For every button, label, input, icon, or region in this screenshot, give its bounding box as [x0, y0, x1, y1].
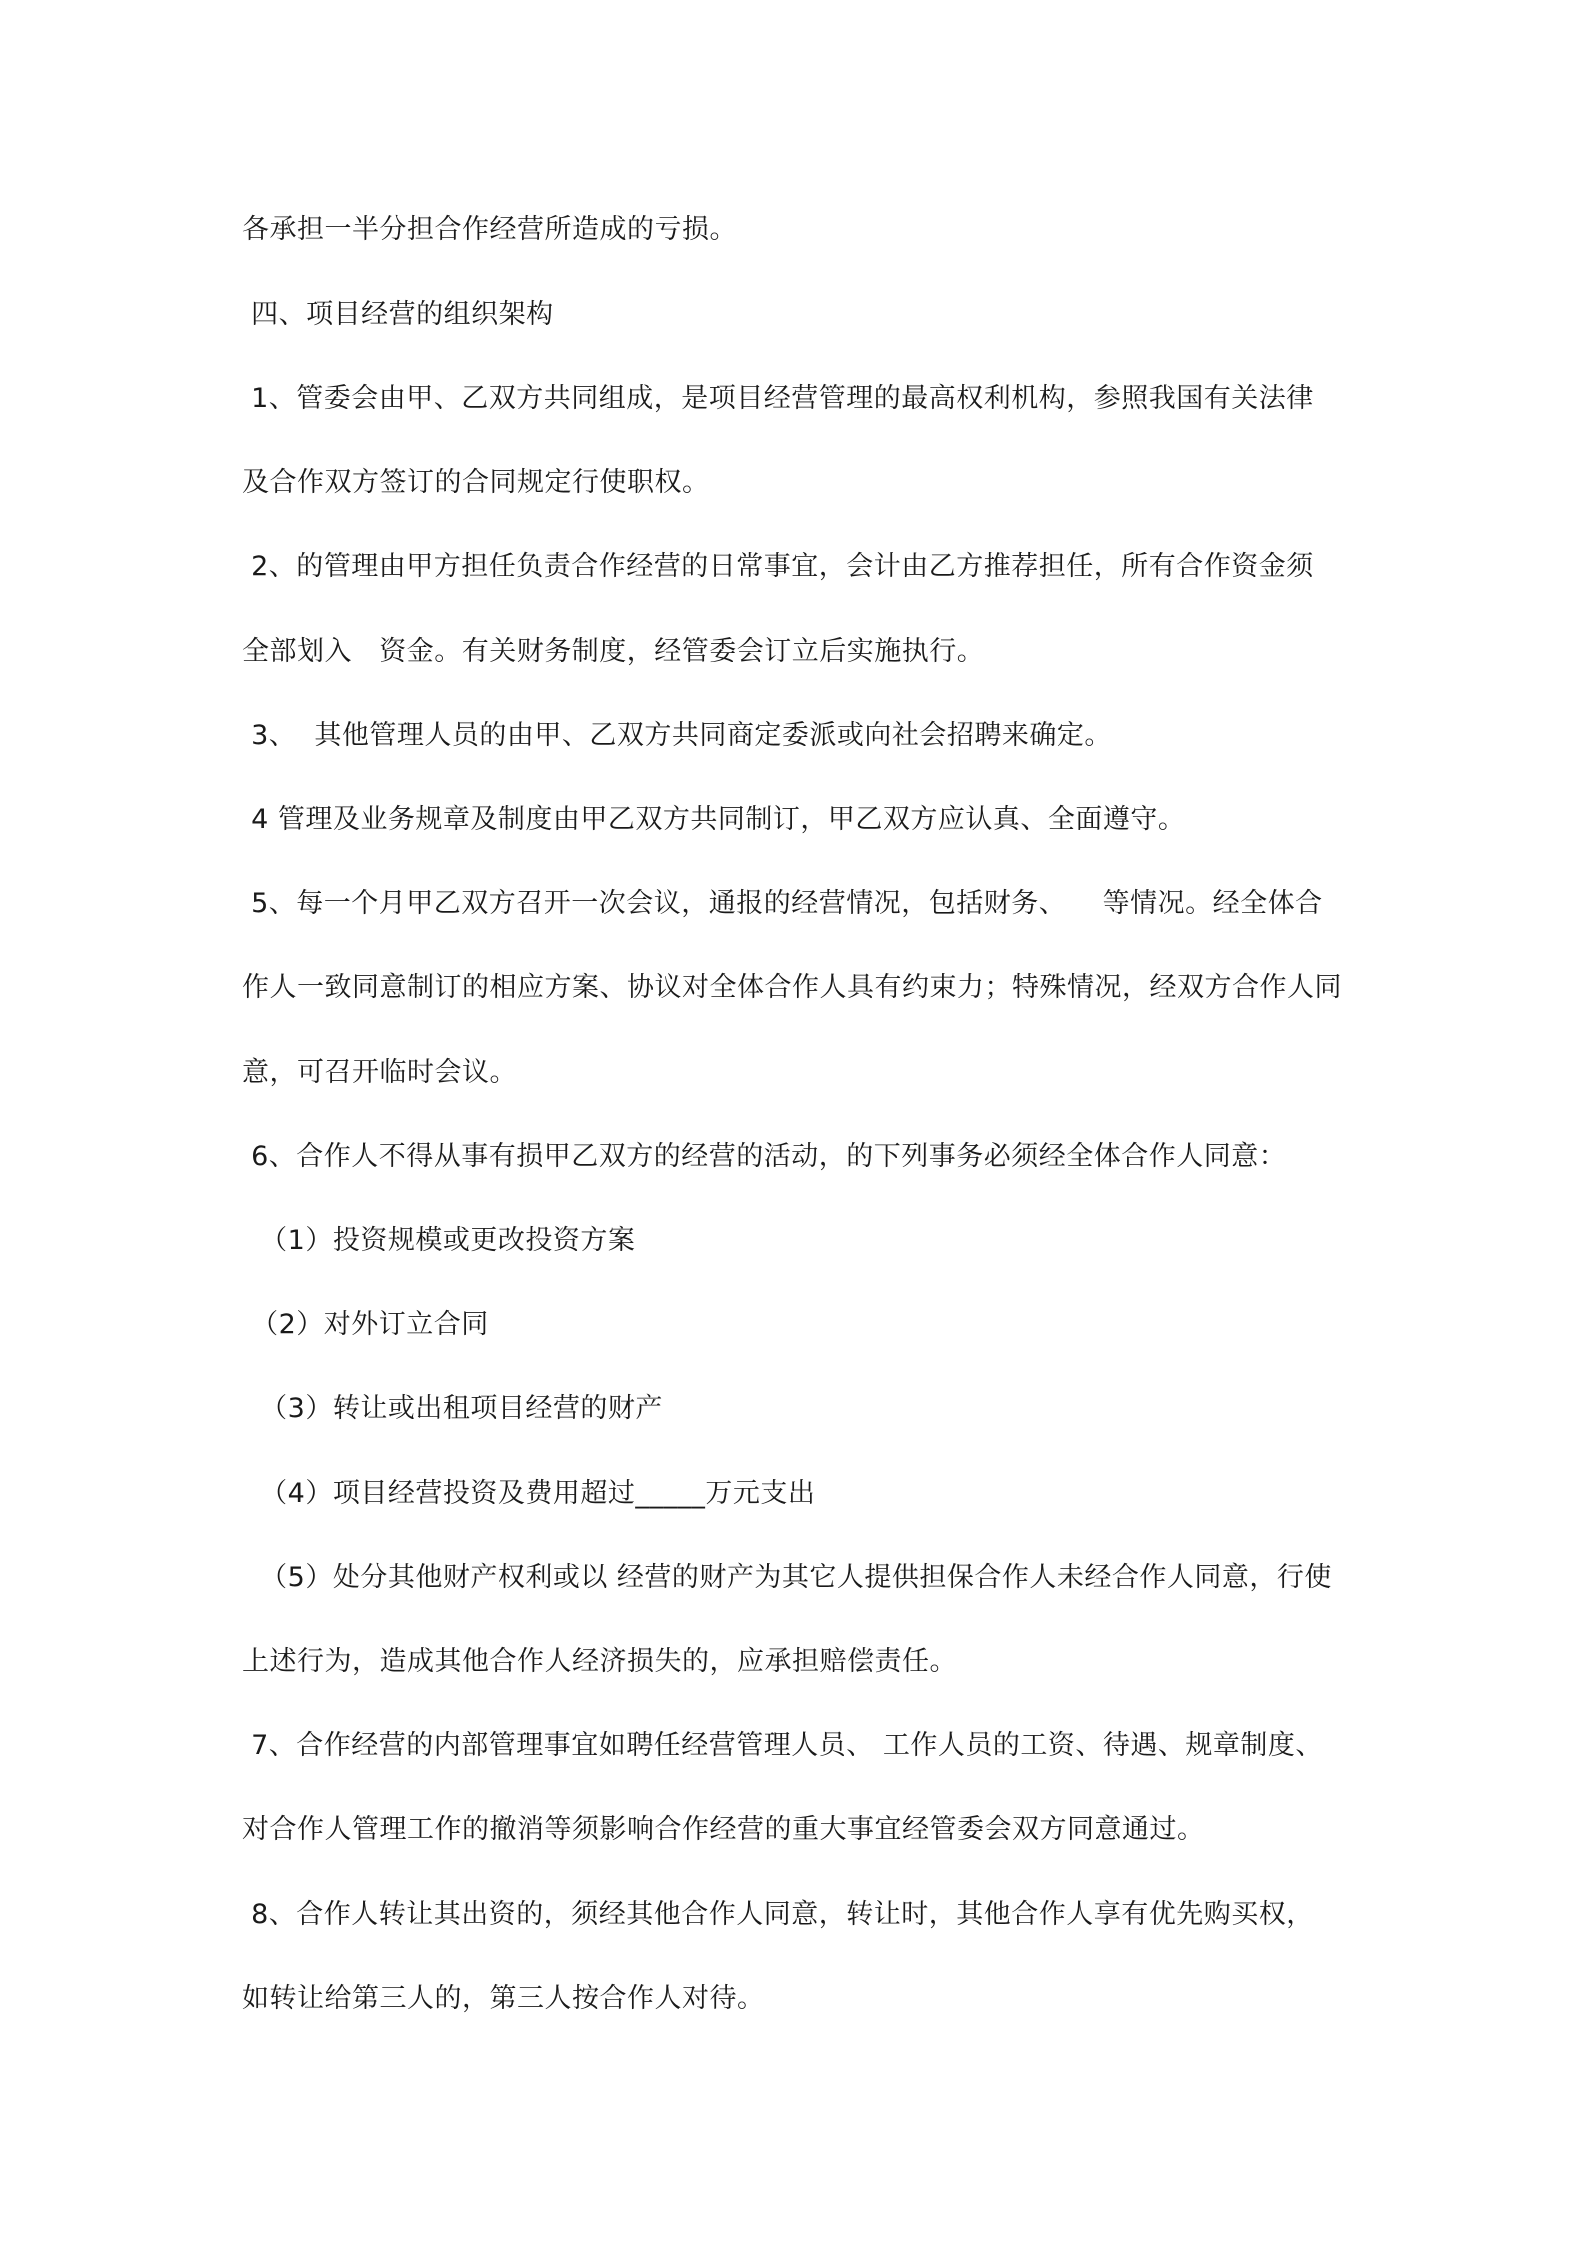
text-line: 5、每一个月甲乙双方召开一次会议，通报的经营情况，包括财务、 等情况。经全体合: [242, 888, 1323, 919]
text-line: 3、 其他管理人员的由甲、乙双方共同商定委派或向社会招聘来确定。: [242, 720, 1112, 751]
text-line: 对合作人管理工作的撤消等须影响合作经营的重大事宜经管委会双方同意通过。: [242, 1814, 1205, 1845]
list-item: （2）对外订立合同: [242, 1309, 489, 1340]
text-line: 及合作双方签订的合同规定行使职权。: [242, 467, 710, 498]
list-item: （1）投资规模或更改投资方案: [242, 1225, 636, 1256]
text-line: 全部划入 资金。有关财务制度，经管委会订立后实施执行。: [242, 636, 985, 667]
text-line: 7、合作经营的内部管理事宜如聘任经营管理人员、 工作人员的工资、待遇、规章制度、: [242, 1730, 1323, 1761]
list-item: （4）项目经营投资及费用超过_____万元支出: [242, 1478, 816, 1509]
text-line: 6、合作人不得从事有损甲乙双方的经营的活动，的下列事务必须经全体合作人同意：: [242, 1141, 1287, 1172]
text-line: 8、合作人转让其出资的，须经其他合作人同意，转让时，其他合作人享有优先购买权，: [242, 1899, 1314, 1930]
text-line: 1、管委会由甲、乙双方共同组成，是项目经营管理的最高权利机构，参照我国有关法律: [242, 383, 1314, 414]
list-item: （5）处分其他财产权利或以 经营的财产为其它人提供担保合作人未经合作人同意，行使: [242, 1562, 1332, 1593]
text-line: 意，可召开临时会议。: [242, 1057, 517, 1088]
section-heading: 四、项目经营的组织架构: [242, 299, 554, 330]
text-line: 4 管理及业务规章及制度由甲乙双方共同制订，甲乙双方应认真、全面遵守。: [242, 804, 1186, 835]
list-item: （3）转让或出租项目经营的财产: [242, 1393, 663, 1424]
text-line: 各承担一半分担合作经营所造成的亏损。: [242, 214, 737, 245]
text-line: 上述行为，造成其他合作人经济损失的，应承担赔偿责任。: [242, 1646, 957, 1677]
text-line: 2、的管理由甲方担任负责合作经营的日常事宜，会计由乙方推荐担任，所有合作资金须: [242, 551, 1314, 582]
text-line: 作人一致同意制订的相应方案、协议对全体合作人具有约束力；特殊情况，经双方合作人同: [242, 972, 1342, 1003]
text-line: 如转让给第三人的，第三人按合作人对待。: [242, 1983, 765, 2014]
